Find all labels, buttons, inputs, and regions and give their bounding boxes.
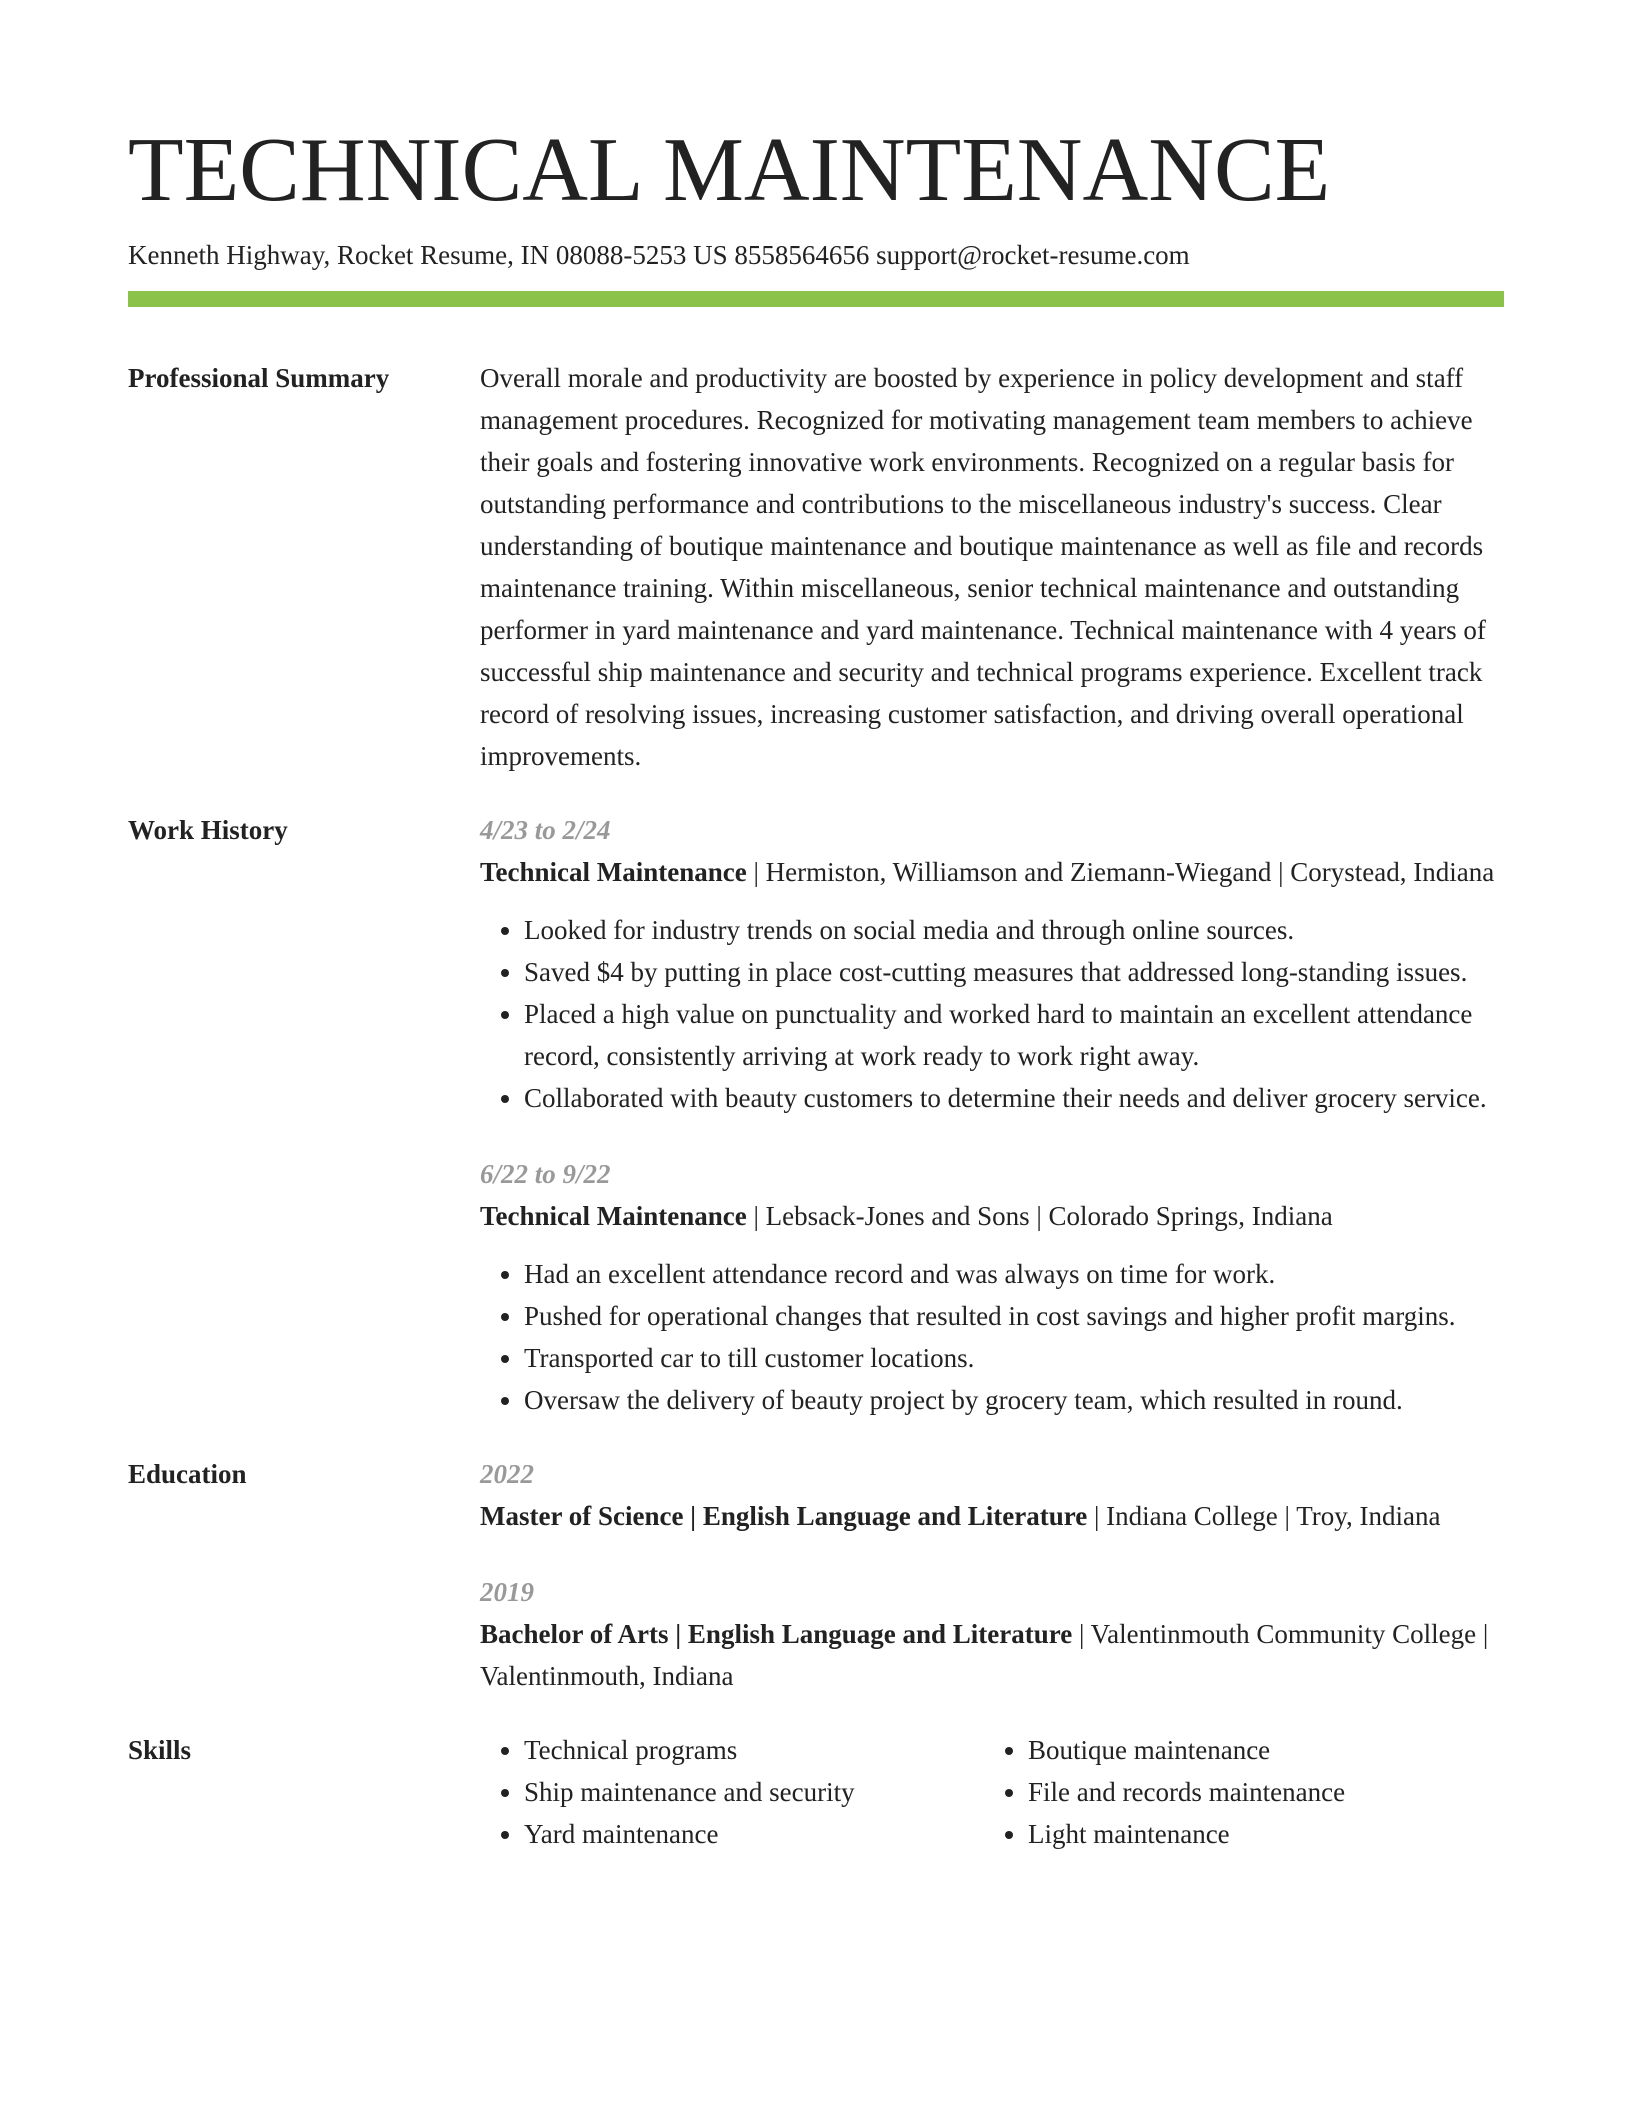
contact-line: Kenneth Highway, Rocket Resume, IN 08088-5253 US 8558564656 support@rocket-resume.com (128, 240, 1190, 270)
skills-body (480, 1729, 1504, 1855)
summary-text: Overall morale and productivity are boosted by experience in policy development and staff management procedures. Recognized for motivating management team members to achieve their goals and fostering innovative work environments. Recognized on a regular basis for outstanding performance and contributions to the miscellaneous industry's success. Clear understanding of boutique maintenance and boutique maintenance as well as file and records maintenance training. Within miscellaneous, senior technical maintenance and outstanding performer in yard maintenance and yard maintenance. Technical maintenance with 4 years of successful ship maintenance and security and technical programs experience. Excellent track record of resolving issues, increasing customer satisfaction, and driving overall operational improvements. (480, 363, 1486, 771)
skill-item: • Yard maintenance (524, 1813, 984, 1855)
degree-title: Master of Science | English Language and Literature (480, 1501, 1088, 1531)
job-heading (480, 851, 1504, 893)
list-item: • Looked for industry trends on social media and through online sources. (524, 909, 1504, 951)
skills-column-left (480, 1729, 984, 1855)
job-bullets (480, 909, 1504, 1119)
education-entry (480, 1453, 1504, 1537)
list-item: • Had an excellent attendance record and was always on time for work. (524, 1253, 1504, 1295)
section-label-work-history: Work History (128, 815, 288, 845)
education-year: 2022 (480, 1459, 534, 1489)
skill-item: • Ship maintenance and security (524, 1771, 984, 1813)
list-item: • Pushed for operational changes that resulted in cost savings and higher profit margins. (524, 1295, 1504, 1337)
education-body (480, 1453, 1504, 1697)
job-details: | Hermiston, Williamson and Ziemann-Wiegand | Corystead, Indiana (746, 857, 1495, 887)
skills-column-right (984, 1729, 1488, 1855)
education-details: | Valentinmouth Community College | Valentinmouth, Indiana (480, 1619, 1489, 1691)
summary-section (128, 357, 1504, 777)
job-dates: 6/22 to 9/22 (480, 1159, 611, 1189)
skill-item: • Light maintenance (1028, 1813, 1488, 1855)
job-entry (480, 809, 1504, 1119)
job-title: Technical Maintenance (480, 1201, 747, 1231)
education-heading (480, 1495, 1504, 1537)
job-dates: 4/23 to 2/24 (480, 815, 611, 845)
list-item: • Saved $4 by putting in place cost-cutting measures that addressed long-standing issues. (524, 951, 1504, 993)
list-item: • Placed a high value on punctuality and worked hard to maintain an excellent attendance record, consistently arriving at work ready to work right away. (524, 993, 1504, 1077)
job-heading (480, 1195, 1504, 1237)
resume-name: TECHNICAL MAINTENANCE (128, 119, 1331, 220)
skill-item: • Boutique maintenance (1028, 1729, 1488, 1771)
section-label-summary: Professional Summary (128, 363, 390, 393)
skill-item: • Technical programs (524, 1729, 984, 1771)
skills-grid (480, 1729, 1504, 1855)
list-item: • Transported car to till customer locations. (524, 1337, 1504, 1379)
skill-item: • File and records maintenance (1028, 1771, 1488, 1813)
degree-title: Bachelor of Arts | English Language and Literature (480, 1619, 1073, 1649)
education-section (128, 1453, 1504, 1697)
section-label-education: Education (128, 1459, 247, 1489)
skills-section (128, 1729, 1504, 1855)
job-details: | Lebsack-Jones and Sons | Colorado Springs, Indiana (746, 1201, 1333, 1231)
job-title: Technical Maintenance (480, 857, 747, 887)
list-item: • Collaborated with beauty customers to determine their needs and deliver grocery service. (524, 1077, 1504, 1119)
work-history-section (128, 809, 1504, 1421)
work-history-body (480, 809, 1504, 1421)
header-divider (128, 291, 1504, 307)
job-bullets (480, 1253, 1504, 1421)
education-year: 2019 (480, 1577, 534, 1607)
list-item: • Oversaw the delivery of beauty project by grocery team, which resulted in round. (524, 1379, 1504, 1421)
education-heading (480, 1613, 1504, 1697)
education-details: | Indiana College | Troy, Indiana (1087, 1501, 1441, 1531)
section-label-skills: Skills (128, 1735, 192, 1765)
education-entry (480, 1571, 1504, 1697)
job-entry (480, 1153, 1504, 1421)
